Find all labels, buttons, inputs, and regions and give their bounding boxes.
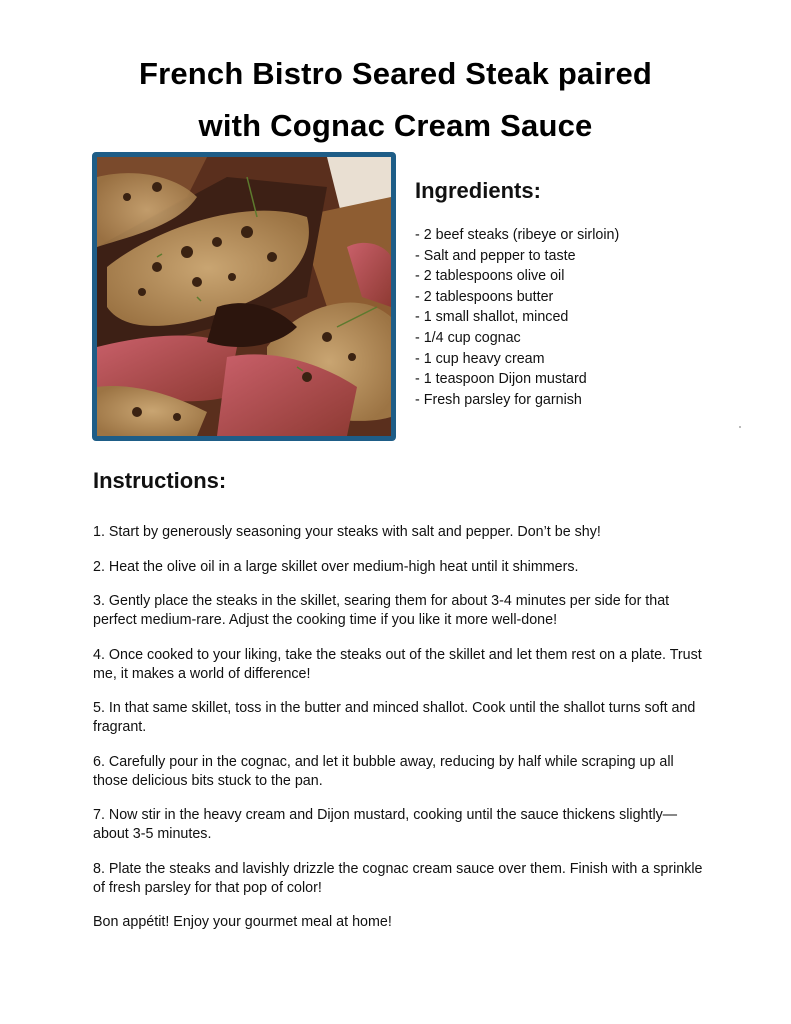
instructions-heading: Instructions: [93,468,227,493]
steak-photo-illustration [97,157,391,436]
instruction-step: 1. Start by generously seasoning your steaks with salt and pepper. Don’t be shy! [93,524,601,540]
instruction-step: 2. Heat the olive oil in a large skillet over medium-high heat until it shimmers. [93,558,579,575]
ingredient-item: - 2 tablespoons butter [415,288,554,305]
instruction-step: 3. Gently place the steaks in the skillet, searing them for about 3-4 minutes per side for that perfect medium-rare. Adjust the cooking time if you like it more well-done! [93,593,670,628]
instruction-step: 8. Plate the steaks and lavishly drizzle the cognac cream sauce over them. Finish with a sprinkle of fresh parsley for that pop of color! [93,860,703,896]
ingredient-item: - 1 small shallot, minced [415,309,569,326]
ingredients-heading: Ingredients: [415,178,541,203]
closing-line: Bon appétit! Enjoy your gourmet meal at home! [93,914,392,930]
recipe-title [0,48,791,152]
ingredient-item: - Fresh parsley for garnish [415,391,582,408]
instruction-step: 7. Now stir in the heavy cream and Dijon mustard, cooking until the sauce thickens slightly—about 3-5 minutes. [93,807,678,842]
instruction-step: 5. In that same skillet, toss in the butter and minced shallot. Cook until the shallot turns soft and fragrant. [93,700,696,735]
instructions-list [93,523,705,948]
steak-photo [92,152,396,441]
instruction-step: 4. Once cooked to your liking, take the steaks out of the skillet and let them rest on a plate. Trust me, it makes a world of difference! [93,646,702,682]
scan-speck [739,426,741,428]
ingredient-item: - 1 teaspoon Dijon mustard [415,371,587,388]
ingredient-item: - 2 tablespoons olive oil [415,268,565,285]
recipe-title-line-1: French Bistro Seared Steak paired [138,56,653,91]
ingredient-item: - 1/4 cup cognac [415,329,521,346]
ingredients-list [415,225,619,410]
ingredient-item: - Salt and pepper to taste [415,247,576,264]
ingredient-item: - 1 cup heavy cream [415,350,545,367]
recipe-title-line-2: with Cognac Cream Sauce [198,108,593,143]
ingredient-item: - 2 beef steaks (ribeye or sirloin) [415,227,620,243]
instruction-step: 6. Carefully pour in the cognac, and let it bubble away, reducing by half while scraping up all those delicious bits stuck to the pan. [93,753,674,789]
